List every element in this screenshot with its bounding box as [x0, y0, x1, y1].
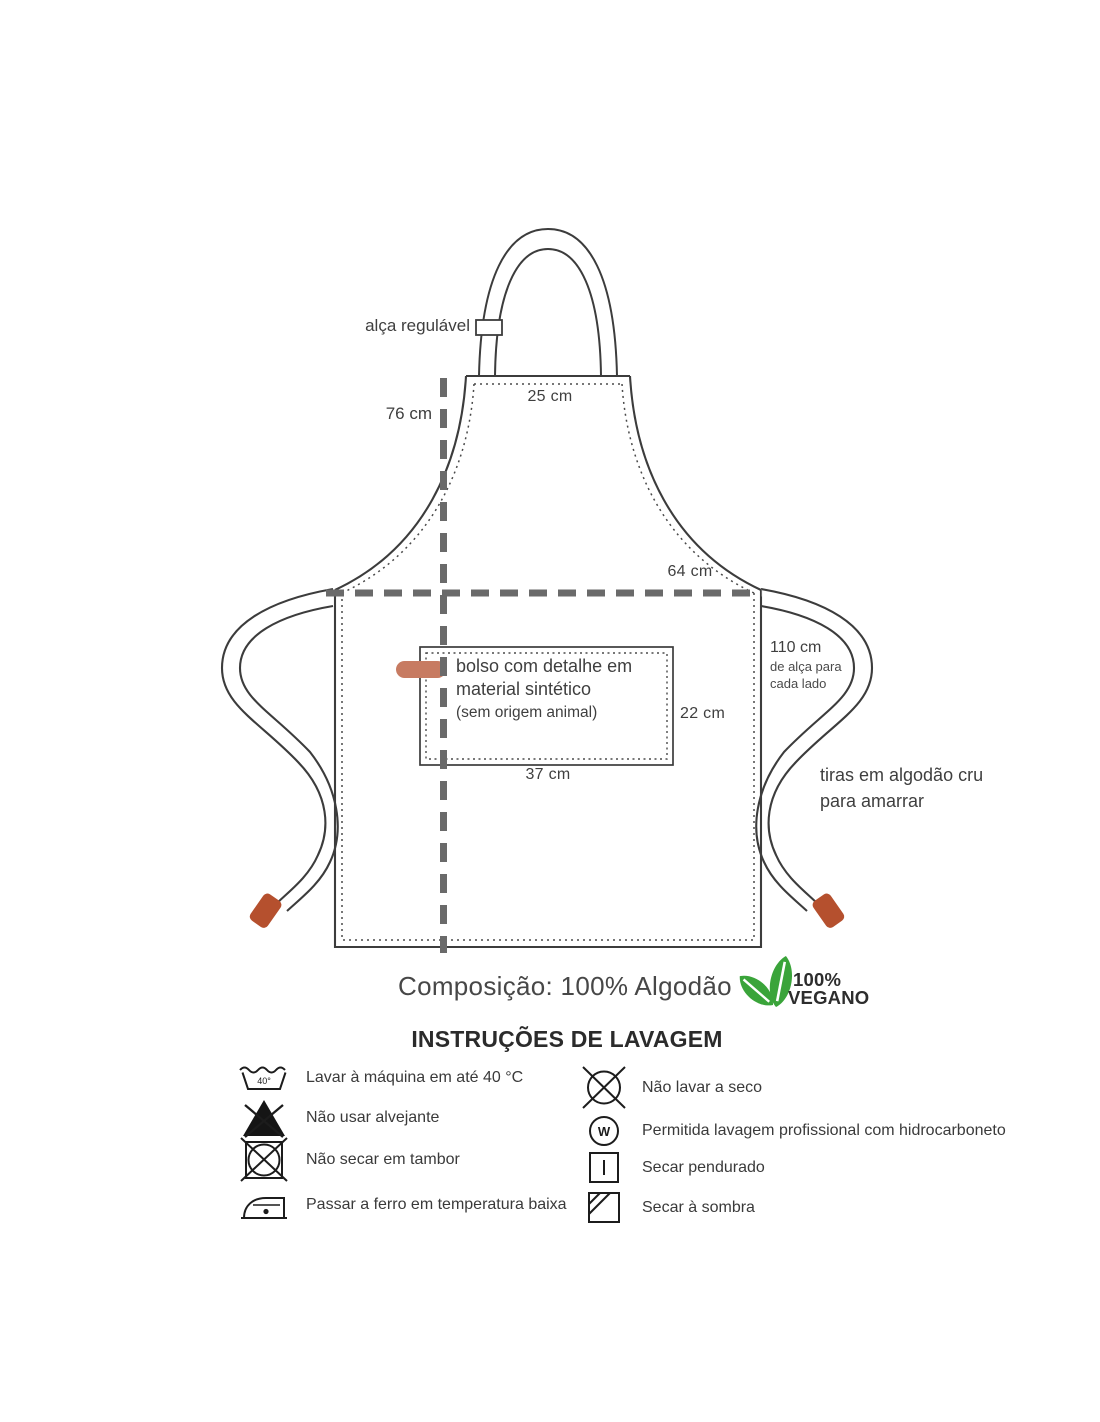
tie-length-line1: 110 cm — [770, 639, 822, 656]
composition-text: Composição: 100% Algodão — [398, 971, 732, 1001]
care-label: Passar a ferro em temperatura baixa — [306, 1196, 567, 1213]
pocket-description — [456, 655, 632, 724]
care-label: Secar à sombra — [642, 1198, 755, 1216]
svg-text:W: W — [597, 1124, 611, 1139]
care-row-hang-dry — [580, 1151, 765, 1184]
vegan-badge-text — [788, 971, 869, 1007]
pocket-description-line3: (sem origem animal) — [456, 704, 598, 721]
bib-height-measure: 76 cm — [385, 404, 432, 423]
tie-length-line2: de alça para — [770, 659, 842, 674]
vegan-word: VEGANO — [788, 987, 870, 1008]
ties-material-note — [820, 762, 983, 814]
left-waist-tie — [222, 589, 338, 911]
adjustable-strap-label: alça regulável — [365, 316, 470, 335]
care-label: Não usar alvejante — [306, 1109, 440, 1126]
strap-buckle — [476, 320, 502, 335]
top-width-measure: 25 cm — [527, 388, 573, 405]
iron-low-temp-icon — [236, 1190, 292, 1220]
care-row-no-tumble-dry — [236, 1137, 460, 1182]
no-bleach-icon — [236, 1098, 292, 1138]
care-label: Secar pendurado — [642, 1158, 765, 1176]
no-dry-clean-icon — [580, 1066, 628, 1109]
washing-instructions-title: INSTRUÇÕES DE LAVAGEM — [411, 1026, 723, 1052]
wash-40-icon — [236, 1064, 292, 1091]
pocket-description-line1: bolso com detalhe em — [456, 656, 633, 676]
tie-length-line3: cada lado — [770, 676, 827, 691]
care-label: Permitida lavagem profissional com hidrocarboneto — [642, 1122, 1006, 1139]
care-label: Lavar à máquina em até 40 °C — [306, 1068, 524, 1086]
neck-strap — [479, 229, 617, 376]
left-tie-tip — [248, 892, 284, 930]
professional-hydrocarbon-wash-icon — [580, 1115, 628, 1147]
vegan-percent: 100% — [793, 969, 842, 990]
care-label: Não lavar a seco — [642, 1078, 763, 1096]
care-row-iron-low — [236, 1190, 567, 1220]
care-label: Não secar em tambor — [306, 1150, 460, 1168]
no-tumble-dry-icon — [236, 1137, 292, 1182]
waist-width-measure: 64 cm — [667, 563, 713, 580]
right-tie-tip — [811, 892, 847, 930]
care-row-wash-40 — [236, 1064, 523, 1091]
ties-material-line2: para amarrar — [820, 791, 925, 811]
care-row-dry-in-shade — [580, 1191, 755, 1224]
care-row-no-dry-clean — [580, 1066, 762, 1109]
care-row-no-bleach — [236, 1098, 439, 1138]
ties-material-line1: tiras em algodão cru — [820, 765, 984, 785]
hang-dry-icon — [580, 1151, 628, 1184]
care-row-professional-wash — [580, 1115, 1006, 1147]
svg-text:40°: 40° — [257, 1076, 271, 1086]
pocket-height-measure: 22 cm — [680, 705, 726, 722]
pocket-description-line2: material sintético — [456, 679, 592, 699]
pocket-width-measure: 37 cm — [525, 766, 571, 783]
pocket-synthetic-detail-marker — [396, 661, 446, 678]
tie-length-note — [770, 637, 842, 692]
dry-in-shade-icon — [580, 1191, 628, 1224]
